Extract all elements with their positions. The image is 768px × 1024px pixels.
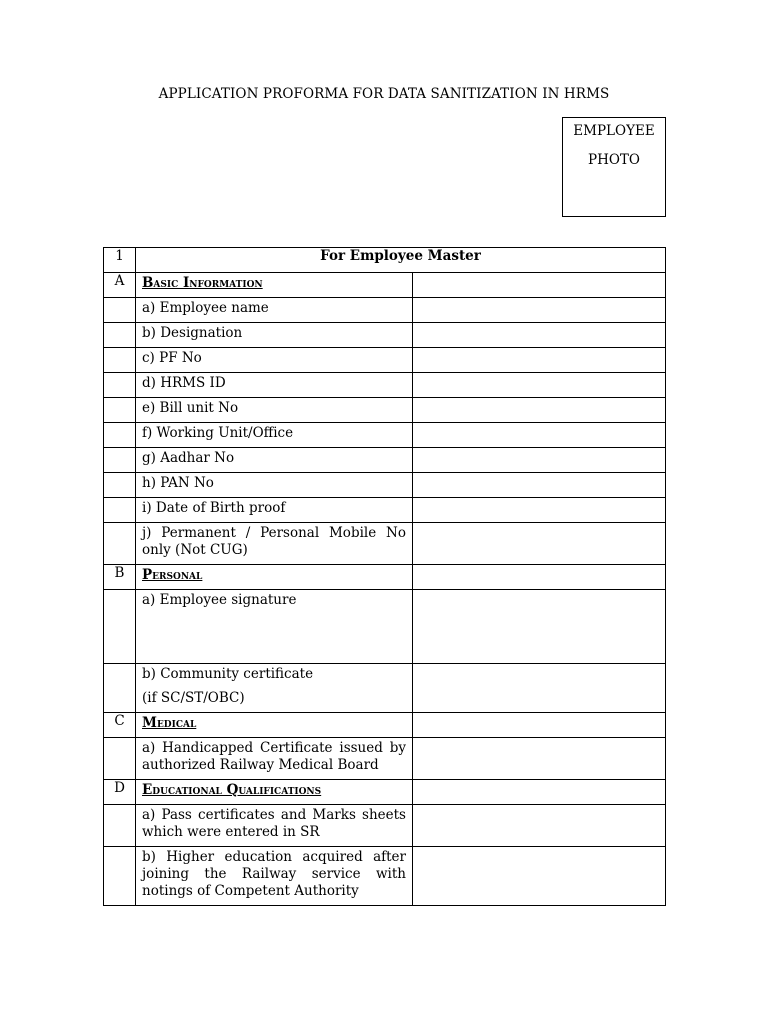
number-cell — [104, 323, 136, 348]
number-cell — [104, 847, 136, 906]
field-label-cell — [136, 448, 413, 473]
table-heading: For Employee Master — [136, 248, 666, 273]
field-label-pan-no: h) PAN No — [142, 475, 214, 491]
field-label-handicapped-certificate: a) Handicapped Certificate issued by authorized Railway Medical Board — [142, 740, 406, 773]
pan-no-field[interactable] — [413, 473, 666, 498]
number-cell — [104, 590, 136, 664]
employee-signature-field[interactable] — [413, 590, 666, 664]
employee-photo-box[interactable] — [562, 117, 666, 217]
field-label-cell — [136, 423, 413, 448]
section-row-medical — [104, 713, 666, 738]
field-label-cell — [136, 373, 413, 398]
section-title: Personal — [142, 567, 203, 583]
table-number: 1 — [104, 248, 136, 273]
form-row — [104, 348, 666, 373]
section-title: Educational Qualifications — [142, 782, 322, 798]
number-cell — [104, 473, 136, 498]
field-label-cell — [136, 473, 413, 498]
section-title: Basic Information — [142, 275, 263, 291]
employee-master-table — [103, 247, 666, 906]
field-label-cell — [136, 664, 413, 713]
field-label-pf-no: c) PF No — [142, 350, 202, 366]
field-label-designation: b) Designation — [142, 325, 243, 341]
form-row — [104, 473, 666, 498]
field-label-cell — [136, 323, 413, 348]
section-row-basic-information — [104, 273, 666, 298]
section-row-personal — [104, 565, 666, 590]
number-cell — [104, 298, 136, 323]
field-label-cell — [136, 847, 413, 906]
number-cell — [104, 498, 136, 523]
value-field[interactable] — [413, 780, 666, 805]
section-letter: D — [104, 780, 136, 805]
field-label-cell — [136, 298, 413, 323]
form-row — [104, 664, 666, 713]
pass-certificates-field[interactable] — [413, 805, 666, 847]
section-row-educational-qualifications — [104, 780, 666, 805]
community-certificate-field[interactable] — [413, 664, 666, 713]
number-cell — [104, 348, 136, 373]
form-row — [104, 298, 666, 323]
section-title: Medical — [142, 715, 197, 731]
working-unit-field[interactable] — [413, 423, 666, 448]
field-label-cell — [136, 590, 413, 664]
field-label-aadhar-no: g) Aadhar No — [142, 450, 235, 466]
field-label-cell — [136, 398, 413, 423]
number-cell — [104, 373, 136, 398]
aadhar-no-field[interactable] — [413, 448, 666, 473]
field-label-working-unit: f) Working Unit/Office — [142, 425, 294, 441]
mobile-no-field[interactable] — [413, 523, 666, 565]
photo-box-label-line2: PHOTO — [588, 152, 640, 168]
field-label-cell — [136, 498, 413, 523]
form-row — [104, 590, 666, 664]
field-label-hrms-id: d) HRMS ID — [142, 375, 226, 391]
section-title-cell — [136, 273, 413, 298]
field-label-cell — [136, 523, 413, 565]
field-label-bill-unit-no: e) Bill unit No — [142, 400, 239, 416]
field-label-higher-education: b) Higher education acquired after joining the Railway service with notings of Competent Authority — [142, 849, 406, 899]
section-title-cell — [136, 780, 413, 805]
document-title: APPLICATION PROFORMA FOR DATA SANITIZATION IN HRMS — [158, 86, 610, 102]
field-label-cell — [136, 738, 413, 780]
handicapped-certificate-field[interactable] — [413, 738, 666, 780]
form-row — [104, 805, 666, 847]
number-cell — [104, 738, 136, 780]
number-cell — [104, 448, 136, 473]
field-label-cell — [136, 348, 413, 373]
number-cell — [104, 805, 136, 847]
field-label-community-certificate-note: (if SC/ST/OBC) — [142, 690, 245, 706]
form-row — [104, 523, 666, 565]
number-cell — [104, 523, 136, 565]
value-field[interactable] — [413, 713, 666, 738]
dob-proof-field[interactable] — [413, 498, 666, 523]
field-label-employee-signature: a) Employee signature — [142, 592, 297, 608]
value-field[interactable] — [413, 565, 666, 590]
photo-box-label-line1: EMPLOYEE — [573, 123, 655, 139]
number-cell — [104, 398, 136, 423]
field-label-community-certificate: b) Community certificate — [142, 666, 314, 682]
field-label-mobile-no: j) Permanent / Personal Mobile No only (Not CUG) — [142, 525, 406, 558]
designation-field[interactable] — [413, 323, 666, 348]
section-title-cell — [136, 713, 413, 738]
form-row — [104, 373, 666, 398]
section-letter: C — [104, 713, 136, 738]
number-cell — [104, 664, 136, 713]
table-header-row — [104, 248, 666, 273]
form-row — [104, 398, 666, 423]
bill-unit-no-field[interactable] — [413, 398, 666, 423]
field-label-cell — [136, 805, 413, 847]
section-letter: B — [104, 565, 136, 590]
section-letter: A — [104, 273, 136, 298]
hrms-id-field[interactable] — [413, 373, 666, 398]
field-label-dob-proof: i) Date of Birth proof — [142, 500, 286, 516]
form-row — [104, 323, 666, 348]
number-cell — [104, 423, 136, 448]
field-label-employee-name: a) Employee name — [142, 300, 269, 316]
form-row — [104, 423, 666, 448]
form-row — [104, 448, 666, 473]
form-row — [104, 847, 666, 906]
pf-no-field[interactable] — [413, 348, 666, 373]
field-label-pass-certificates: a) Pass certificates and Marks sheets which were entered in SR — [142, 807, 406, 840]
form-row — [104, 498, 666, 523]
section-title-cell — [136, 565, 413, 590]
employee-name-field[interactable] — [413, 298, 666, 323]
form-row — [104, 738, 666, 780]
higher-education-field[interactable] — [413, 847, 666, 906]
value-field[interactable] — [413, 273, 666, 298]
